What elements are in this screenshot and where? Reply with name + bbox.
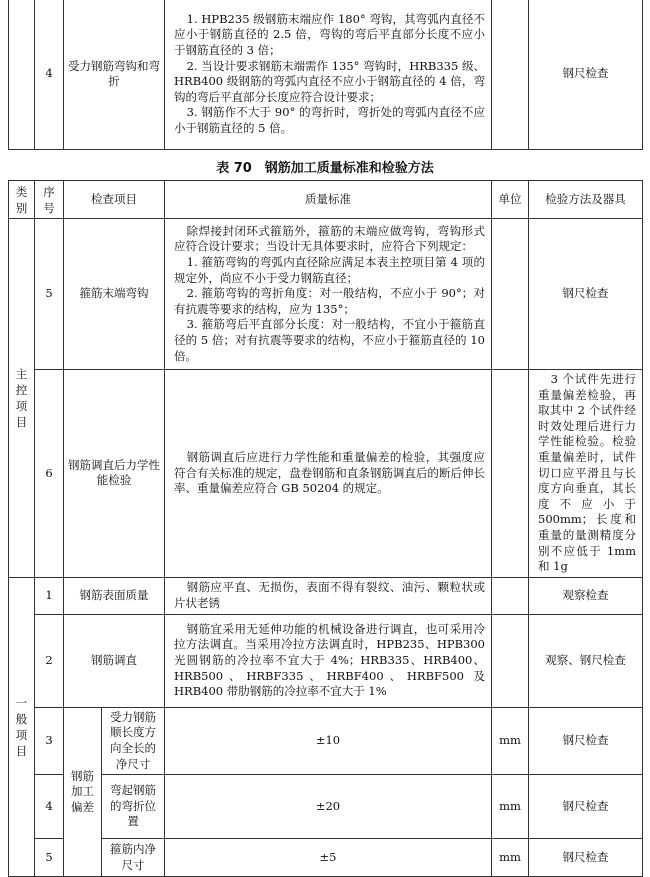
- inspection-method: 钢尺检查: [529, 219, 643, 370]
- check-item: 钢筋表面质量: [64, 577, 165, 614]
- unit-cell: mm: [492, 839, 529, 877]
- category-main-control: 主控项目: [9, 219, 35, 578]
- row-number: 4: [35, 775, 64, 839]
- table-row: [9, 370, 643, 578]
- unit-cell: mm: [492, 707, 529, 774]
- category-cell: [9, 0, 35, 149]
- check-item: 箍筋末端弯钩: [64, 219, 165, 370]
- tolerance-value: ±20: [165, 775, 492, 839]
- table-row: [9, 775, 643, 839]
- quality-standard: 钢筋应平直、无损伤，表面不得有裂纹、油污、颗粒状或片状老锈: [165, 577, 492, 614]
- group-label: 钢筋加工偏差: [64, 707, 102, 876]
- quality-standard: [165, 0, 492, 149]
- standard-line: 除焊接封闭环式箍筋外，箍筋的末端应做弯钩，弯钩形式应符合设计要求；当设计无具体要求时，应符合下列规定：: [174, 223, 485, 254]
- inspection-method: 观察检查: [529, 577, 643, 614]
- table-row: [9, 614, 643, 707]
- header-standard: 质量标准: [165, 181, 492, 219]
- row-number: 5: [35, 839, 64, 877]
- row-number: 1: [35, 577, 64, 614]
- standard-line: 2. 当设计要求钢筋末端需作 135° 弯钩时，HRB335 级、HRB400 级钢筋的弯弧内直径不应小于钢筋直径的 4 倍，弯钩的弯后平直部分长度应符合设计要求；: [174, 58, 485, 104]
- tolerance-value: ±5: [165, 839, 492, 877]
- check-item: 钢筋调直后力学性能检验: [64, 370, 165, 578]
- table-row: [9, 577, 643, 614]
- inspection-method: 钢尺检查: [529, 775, 643, 839]
- inspection-method: 钢尺检查: [529, 0, 643, 149]
- inspection-method: 观察、钢尺检查: [529, 614, 643, 707]
- inspection-method: 3 个试件先进行重量偏差检验，再取其中 2 个试件经时效处理后进行力学性能检验。检验重量偏差时，试件切口应平滑且与长度方向垂直，其长度不应小于 500mm；长度和重量的量测精度分别不应低于 1mm 和 1g: [529, 370, 643, 578]
- check-item: 箍筋内净尺寸: [102, 839, 165, 877]
- table-row: [9, 219, 643, 370]
- standard-line: 3. 箍筋弯后平直部分长度：对一般结构，不宜小于箍筋直径的 5 倍；对有抗震等要求的结构，不应小于箍筋直径的 10 倍。: [174, 317, 485, 363]
- standard-line: 2. 箍筋弯钩的弯折角度：对一般结构，不应小于 90°；对有抗震等要求的结构，应为 135°；: [174, 286, 485, 316]
- check-item: 受力钢筋弯钩和弯折: [64, 0, 165, 149]
- quality-standard: 钢筋调直后应进行力学性能和重量偏差的检验，其强度应符合有关标准的规定，盘卷钢筋和直条钢筋调直后的断后伸长率、重量偏差应符合 GB 50204 的规定。: [165, 370, 492, 578]
- check-item: 钢筋调直: [64, 614, 165, 707]
- continued-table: [8, 0, 643, 150]
- header-no: 序号: [35, 181, 64, 219]
- header-category: 类别: [9, 181, 35, 219]
- row-number: 3: [35, 707, 64, 774]
- header-unit: 单位: [492, 181, 529, 219]
- tolerance-value: ±10: [165, 707, 492, 774]
- unit-cell: [492, 0, 529, 149]
- check-item: 弯起钢筋的弯折位置: [102, 775, 165, 839]
- unit-cell: [492, 370, 529, 578]
- inspection-method: 钢尺检查: [529, 839, 643, 877]
- row-number: 6: [35, 370, 64, 578]
- table-header-row: [9, 181, 643, 219]
- check-item: 受力钢筋顺长度方向全长的净尺寸: [102, 707, 165, 774]
- standard-line: 1. HPB235 级钢筋末端应作 180° 弯钩，其弯弧内直径不应小于钢筋直径的 2.5 倍，弯钩的弯后平直部分长度不应小于钢筋直径的 3 倍；: [174, 11, 485, 58]
- quality-standard: 钢筋宜采用无延伸功能的机械设备进行调直，也可采用冷拉方法调直。当采用冷拉方法调直时，HPB235、HPB300 光圆钢筋的冷拉率不宜大于 4%；HRB335、HRB400、HRB500、HRBF335、HRBF400、HRBF500 及 HRB400 带肋钢筋的冷拉率不宜大于 1%: [165, 614, 492, 707]
- quality-standard: [165, 219, 492, 370]
- table-row: [9, 707, 643, 774]
- unit-cell: [492, 577, 529, 614]
- category-general: 一般项目: [9, 577, 35, 876]
- standard-line: 1. 箍筋弯钩的弯弧内直径除应满足本表主控项目第 4 项的规定外，尚应不小于受力钢筋直径；: [174, 255, 485, 285]
- inspection-method: 钢尺检查: [529, 707, 643, 774]
- row-number: 2: [35, 614, 64, 707]
- unit-cell: [492, 219, 529, 370]
- table-row: [9, 0, 643, 149]
- header-item: 检查项目: [64, 181, 165, 219]
- table-caption: 表 70 钢筋加工质量标准和检验方法: [216, 161, 434, 176]
- unit-cell: [492, 614, 529, 707]
- quality-table: [8, 180, 643, 877]
- row-number: 4: [35, 0, 64, 149]
- standard-line: 3. 钢筋作不大于 90° 的弯折时，弯折处的弯弧内直径不应小于钢筋直径的 5 倍。: [174, 105, 485, 136]
- table-row: [9, 839, 643, 877]
- row-number: 5: [35, 219, 64, 370]
- unit-cell: mm: [492, 775, 529, 839]
- header-method: 检验方法及器具: [529, 181, 643, 219]
